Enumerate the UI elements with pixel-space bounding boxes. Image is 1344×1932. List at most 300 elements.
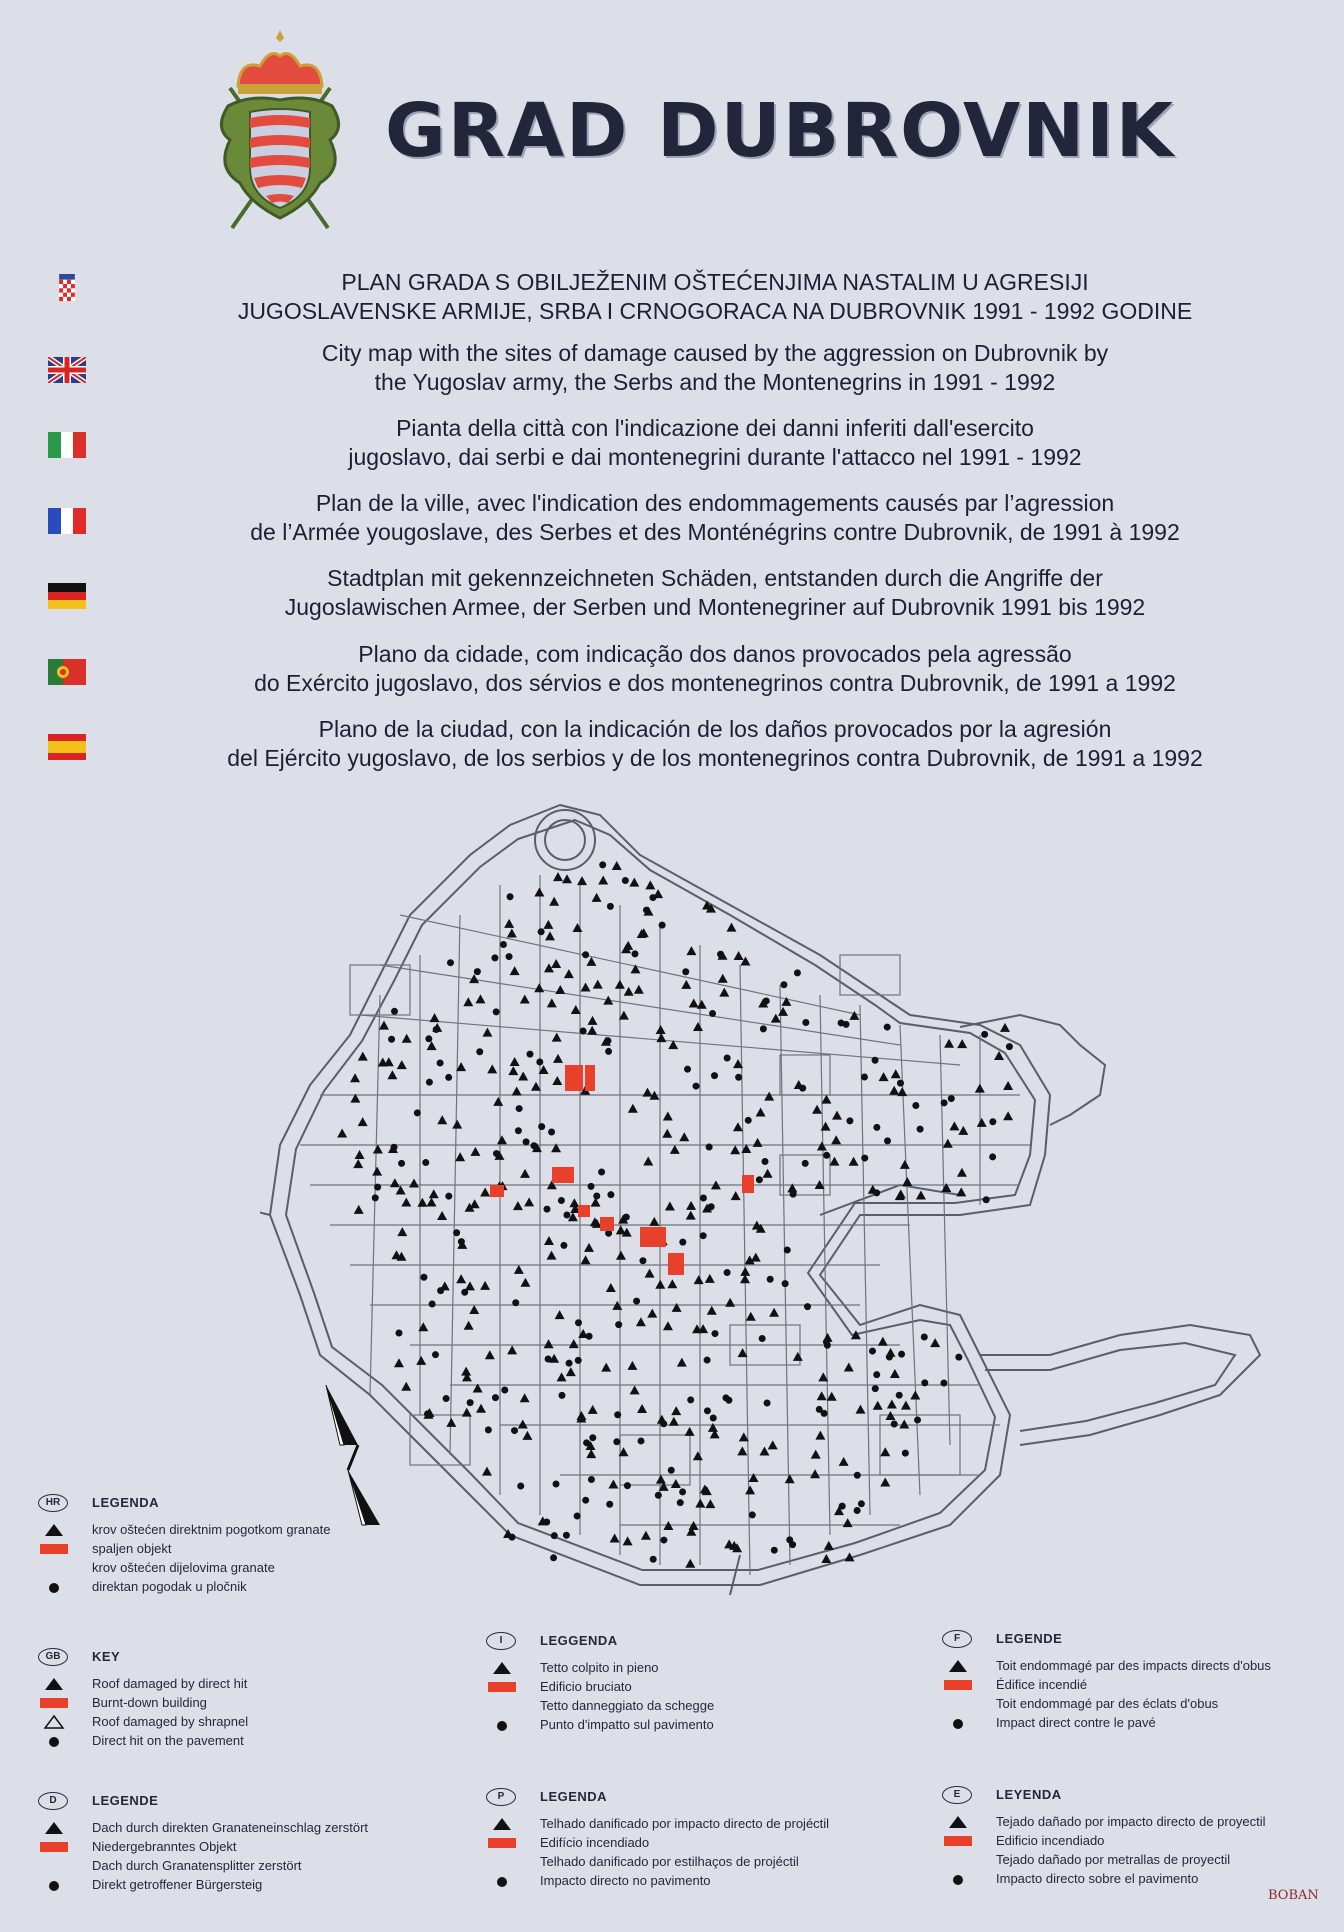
pavement-hit-dot — [782, 1280, 789, 1287]
pavement-hit-dot — [458, 1238, 465, 1245]
badge-d: D — [38, 1792, 68, 1810]
filled-triangle-icon — [40, 1821, 68, 1835]
pavement-hit-dot — [921, 1379, 928, 1386]
roof-hit-triangle — [957, 1039, 967, 1048]
flag-croatia-icon — [48, 274, 86, 304]
pavement-hit-dot — [553, 1481, 560, 1488]
pavement-hit-dot — [589, 1434, 596, 1441]
roof-hit-triangle — [821, 1554, 831, 1563]
page-title: GRAD DUBROVNIK — [385, 88, 1176, 174]
roof-hit-triangle — [534, 887, 544, 896]
burnt-building — [565, 1065, 583, 1091]
roof-hit-triangle — [512, 1086, 522, 1095]
legend-label: krov oštećen dijelovima granate — [92, 1560, 275, 1575]
roof-hit-triangle — [462, 1408, 472, 1417]
legend-label: Tetto danneggiato da schegge — [540, 1698, 715, 1713]
pavement-hit-dot — [550, 1554, 557, 1561]
roof-hit-triangle — [756, 1108, 766, 1117]
roof-hit-triangle — [718, 974, 728, 983]
pavement-hit-dot — [804, 1303, 811, 1310]
pavement-hit-dot — [476, 1048, 483, 1055]
roof-hit-triangle — [873, 1401, 883, 1410]
pavement-hit-dot — [948, 1095, 955, 1102]
roof-hit-triangle — [379, 1021, 389, 1030]
roof-hit-triangle — [480, 1187, 490, 1196]
roof-hit-triangle — [685, 1427, 695, 1436]
roof-hit-triangle — [480, 1281, 490, 1290]
roof-hit-triangle — [656, 1033, 666, 1042]
roof-hit-triangle — [817, 1391, 827, 1400]
pavement-hit-dot — [633, 1298, 640, 1305]
legend-title: LEYENDA — [996, 1787, 1062, 1802]
legend-label: Dach durch direkten Granateneinschlag zerstört — [92, 1820, 369, 1835]
flag-uk-icon — [48, 357, 86, 383]
roof-hit-triangle — [628, 1104, 638, 1113]
roof-hit-triangle — [731, 1191, 741, 1200]
roof-hit-triangle — [705, 1499, 715, 1508]
roof-hit-triangle — [891, 1069, 901, 1078]
roof-hit-triangle — [889, 1086, 899, 1095]
legend-label: Tetto colpito in pieno — [540, 1660, 659, 1675]
pavement-hit-dot — [639, 1257, 646, 1264]
pavement-hit-dot — [912, 1102, 919, 1109]
pavement-hit-dot — [398, 1160, 405, 1167]
roof-hit-triangle — [930, 1338, 940, 1347]
pavement-hit-dot — [429, 1301, 436, 1308]
pavement-hit-dot — [784, 1247, 791, 1254]
roof-hit-triangle — [518, 1420, 528, 1429]
filled-dot-icon — [944, 1872, 972, 1886]
roof-hit-triangle — [880, 1477, 890, 1486]
roof-hit-triangle — [518, 1071, 528, 1080]
pavement-hit-dot — [507, 893, 514, 900]
roof-hit-triangle — [694, 1275, 704, 1284]
pavement-hit-dot — [515, 1127, 522, 1134]
pavement-hit-dot — [445, 1193, 452, 1200]
pavement-hit-dot — [453, 1229, 460, 1236]
roof-hit-triangle — [667, 1279, 677, 1288]
legend-label: Roof damaged by direct hit — [92, 1676, 248, 1691]
pavement-hit-dot — [682, 968, 689, 975]
roof-hit-triangle — [430, 1013, 440, 1022]
pavement-hit-dot — [886, 1354, 893, 1361]
dubrovnik-coat-of-arms-icon — [210, 28, 350, 238]
roof-hit-triangle — [586, 957, 596, 966]
pavement-hit-dot — [823, 1152, 830, 1159]
roof-hit-triangle — [562, 874, 572, 883]
roof-hit-triangle — [943, 1139, 953, 1148]
roof-hit-triangle — [817, 1141, 827, 1150]
roof-hit-triangle — [630, 1385, 640, 1394]
roof-hit-triangle — [827, 1392, 837, 1401]
pavement-hit-dot — [872, 1057, 879, 1064]
roof-hit-triangle — [426, 1197, 436, 1206]
outline-triangle-icon — [40, 1715, 68, 1729]
pavement-hit-dot — [838, 1019, 845, 1026]
roof-hit-triangle — [708, 1423, 718, 1432]
pavement-hit-dot — [839, 1503, 846, 1510]
roof-hit-triangle — [793, 1352, 803, 1361]
roof-hit-triangle — [672, 1303, 682, 1312]
pavement-hit-dot — [764, 1400, 771, 1407]
roof-hit-triangle — [849, 1157, 859, 1166]
caption-line: Jugoslawischen Armee, der Serben und Montenegriner auf Dubrovnik 1991 bis 1992 — [284, 594, 1146, 620]
pavement-hit-dot — [884, 1137, 891, 1144]
caption-line: the Yugoslav army, the Serbs and the Montenegrins in 1991 - 1992 — [374, 369, 1056, 395]
roof-hit-triangle — [662, 1129, 672, 1138]
pavement-hit-dot — [588, 1476, 595, 1483]
roof-hit-triangle — [355, 1150, 365, 1159]
roof-hit-triangle — [697, 1000, 707, 1009]
roof-hit-triangle — [880, 1447, 890, 1456]
roof-hit-triangle — [493, 1097, 503, 1106]
pavement-hit-dot — [869, 1348, 876, 1355]
roof-hit-triangle — [610, 1534, 620, 1543]
roof-hit-triangle — [549, 897, 559, 906]
pavement-hit-dot — [623, 1214, 630, 1221]
roof-hit-triangle — [768, 1440, 778, 1449]
pavement-hit-dot — [989, 1153, 996, 1160]
pavement-hit-dot — [794, 969, 801, 976]
roof-hit-triangle — [372, 1167, 382, 1176]
roof-hit-triangle — [588, 1016, 598, 1025]
roof-hit-triangle — [437, 1211, 447, 1220]
roof-hit-triangle — [465, 1281, 475, 1290]
pavement-hit-dot — [605, 1048, 612, 1055]
legend-label: Burnt-down building — [92, 1695, 207, 1710]
roof-hit-triangle — [902, 1177, 912, 1186]
pavement-hit-dot — [420, 1274, 427, 1281]
roof-hit-triangle — [832, 1111, 842, 1120]
pavement-hit-dot — [631, 950, 638, 957]
red-rectangle-icon — [40, 1542, 68, 1556]
burnt-building — [668, 1253, 684, 1275]
pavement-hit-dot — [538, 1123, 545, 1130]
roof-hit-triangle — [581, 983, 591, 992]
roof-hit-triangle — [693, 1451, 703, 1460]
north-arrow-icon — [318, 1385, 388, 1535]
pavement-hit-dot — [700, 1232, 707, 1239]
pavement-hit-dot — [677, 1499, 684, 1506]
pavement-hit-dot — [941, 1099, 948, 1106]
filled-dot-icon — [40, 1734, 68, 1748]
roof-hit-triangle — [956, 1187, 966, 1196]
roof-hit-triangle — [566, 1367, 576, 1376]
roof-hit-triangle — [719, 988, 729, 997]
pavement-hit-dot — [722, 1394, 729, 1401]
pavement-hit-dot — [536, 1058, 543, 1065]
pavement-hit-dot — [802, 1019, 809, 1026]
caption-line: Plano de la ciudad, con la indicación de los daños provocados por la agresión — [318, 716, 1112, 742]
legend-title: KEY — [92, 1649, 121, 1664]
roof-hit-triangle — [572, 923, 582, 932]
red-rectangle-icon — [488, 1836, 516, 1850]
legend-label: Toit endommagé par des impacts directs d'obus — [996, 1658, 1271, 1673]
badge-hr: HR — [38, 1494, 68, 1512]
pavement-hit-dot — [414, 1109, 421, 1116]
pavement-hit-dot — [724, 1269, 731, 1276]
roof-hit-triangle — [427, 1041, 437, 1050]
pavement-hit-dot — [884, 1024, 891, 1031]
pavement-hit-dot — [545, 1355, 552, 1362]
pavement-hit-dot — [846, 1117, 853, 1124]
roof-hit-triangle — [890, 1369, 900, 1378]
roof-hit-triangle — [514, 1265, 524, 1274]
caption-line: PLAN GRADA S OBILJEŽENIM OŠTEĆENJIMA NASTALIM U AGRESIJI — [341, 269, 1089, 295]
red-rectangle-icon — [944, 1834, 972, 1848]
roof-hit-triangle — [616, 1251, 626, 1260]
legend-label: Impact direct contre le pavé — [996, 1715, 1156, 1730]
legend-label: Roof damaged by shrapnel — [92, 1714, 249, 1729]
roof-hit-triangle — [726, 923, 736, 932]
roof-hit-triangle — [977, 1118, 987, 1127]
pavement-hit-dot — [704, 1407, 711, 1414]
pavement-hit-dot — [560, 1242, 567, 1249]
pavement-hit-dot — [921, 1334, 928, 1341]
roof-hit-triangle — [663, 1112, 673, 1121]
legend-label: krov oštećen direktnim pogotkom granate — [92, 1522, 331, 1537]
pavement-hit-dot — [858, 1500, 865, 1507]
pavement-hit-dot — [854, 1507, 861, 1514]
pavement-hit-dot — [896, 1392, 903, 1399]
legend-label: Impacto directo sobre el pavimento — [996, 1871, 1199, 1886]
roof-hit-triangle — [350, 1073, 360, 1082]
roof-hit-triangle — [402, 1034, 412, 1043]
pavement-hit-dot — [607, 903, 614, 910]
legend-title: LEGENDA — [92, 1495, 160, 1510]
pavement-hit-dot — [512, 1299, 519, 1306]
roof-hit-triangle — [551, 959, 561, 968]
roof-hit-triangle — [823, 1333, 833, 1342]
roof-hit-triangle — [957, 1168, 967, 1177]
legend-title: LEGENDE — [92, 1793, 159, 1808]
red-rectangle-icon — [944, 1678, 972, 1692]
roof-hit-triangle — [831, 1135, 841, 1144]
pavement-hit-dot — [551, 1532, 558, 1539]
caption-line: do Exército jugoslavo, dos sérvios e dos montenegrinos contra Dubrovnik, de 1991 a 1992 — [254, 670, 1176, 696]
legend-label: spaljen objekt — [92, 1541, 172, 1556]
roof-hit-triangle — [337, 1129, 347, 1138]
city-damage-map — [260, 795, 1270, 1595]
pavement-hit-dot — [760, 1025, 767, 1032]
pavement-hit-dot — [771, 1547, 778, 1554]
roof-hit-triangle — [1003, 1111, 1013, 1120]
roof-hit-triangle — [485, 1350, 495, 1359]
pavement-hit-dot — [615, 1321, 622, 1328]
pavement-hit-dot — [558, 1392, 565, 1399]
pavement-hit-dot — [763, 997, 770, 1004]
roof-hit-triangle — [815, 1431, 825, 1440]
caption-line: Stadtplan mit gekennzeichneten Schäden, entstanden durch die Angriffe der — [327, 565, 1103, 591]
pavement-hit-dot — [388, 1036, 395, 1043]
flag-germany-icon — [48, 583, 86, 609]
legend-label: Telhado danificado por impacto directo de projéctil — [540, 1816, 830, 1831]
roof-hit-triangle — [353, 1159, 363, 1168]
pavement-hit-dot — [599, 861, 606, 868]
roof-hit-triangle — [437, 1115, 447, 1124]
pavement-hit-dot — [981, 1031, 988, 1038]
roof-hit-triangle — [811, 1450, 821, 1459]
roof-hit-triangle — [649, 1217, 659, 1226]
filled-triangle-icon — [488, 1817, 516, 1831]
roof-hit-triangle — [606, 1283, 616, 1292]
roof-hit-triangle — [812, 1105, 822, 1114]
pavement-hit-dot — [575, 1319, 582, 1326]
roof-hit-triangle — [629, 878, 639, 887]
roof-hit-triangle — [616, 1225, 626, 1234]
caption-line: City map with the sites of damage caused by the aggression on Dubrovnik by — [321, 340, 1109, 366]
roof-hit-triangle — [354, 1205, 364, 1214]
filled-dot-icon — [944, 1716, 972, 1730]
caption-line: Plan de la ville, avec l'indication des endommagements causés par l’agression — [315, 490, 1115, 516]
roof-hit-triangle — [358, 1052, 368, 1061]
pavement-hit-dot — [563, 1532, 570, 1539]
pavement-hit-dot — [563, 1212, 570, 1219]
pavement-hit-dot — [447, 959, 454, 966]
roof-hit-triangle — [598, 875, 608, 884]
roof-hit-triangle — [751, 1253, 761, 1262]
roof-hit-triangle — [769, 1308, 779, 1317]
roof-hit-triangle — [899, 1420, 909, 1429]
pavement-hit-dot — [917, 1126, 924, 1133]
roof-hit-triangle — [643, 1088, 653, 1097]
pavement-hit-dot — [422, 1159, 429, 1166]
legend-label: direktan pogodak u pločnik — [92, 1579, 247, 1594]
pavement-hit-dot — [607, 1191, 614, 1198]
pavement-hit-dot — [443, 1395, 450, 1402]
roof-hit-triangle — [456, 1274, 466, 1283]
roof-hit-triangle — [764, 1092, 774, 1101]
caption-line: JUGOSLAVENSKE ARMIJE, SRBA I CRNOGORACA NA DUBROVNIK 1991 - 1992 GODINE — [237, 298, 1193, 324]
roof-hit-triangle — [681, 980, 691, 989]
roof-hit-triangle — [543, 920, 553, 929]
pavement-hit-dot — [710, 1414, 717, 1421]
roof-hit-triangle — [916, 1190, 926, 1199]
pavement-hit-dot — [762, 1158, 769, 1165]
pavement-hit-dot — [873, 1371, 880, 1378]
pavement-hit-dot — [598, 1169, 605, 1176]
roof-hit-triangle — [705, 1274, 715, 1283]
roof-hit-triangle — [941, 1183, 951, 1192]
roof-hit-triangle — [689, 998, 699, 1007]
pavement-hit-dot — [709, 1010, 716, 1017]
roof-hit-triangle — [944, 1039, 954, 1048]
legend-label: Dach durch Granatensplitter zerstört — [92, 1858, 302, 1873]
roof-hit-triangle — [475, 994, 485, 1003]
pavement-hit-dot — [897, 1080, 904, 1087]
roof-hit-triangle — [384, 1057, 394, 1066]
roof-hit-triangle — [839, 1457, 849, 1466]
roof-hit-triangle — [544, 1339, 554, 1348]
caption-line: Plano da cidade, com indicação dos danos provocados pela agressão — [358, 641, 1072, 667]
pavement-hit-dot — [624, 1482, 631, 1489]
pavement-hit-dot — [711, 1072, 718, 1079]
roof-hit-triangle — [671, 1406, 681, 1415]
pavement-hit-dot — [523, 1138, 530, 1145]
roof-hit-triangle — [627, 1361, 637, 1370]
pavement-hit-dot — [500, 941, 507, 948]
pavement-hit-dot — [511, 1427, 518, 1434]
pavement-hit-dot — [575, 1357, 582, 1364]
street-grid — [300, 875, 1030, 1575]
roof-hit-triangle — [753, 1138, 763, 1147]
roof-hit-triangle — [497, 1135, 507, 1144]
pavement-hit-dot — [735, 1074, 742, 1081]
roof-hit-triangle — [577, 876, 587, 885]
pavement-hit-dot — [700, 1195, 707, 1202]
roof-hit-triangle — [829, 1157, 839, 1166]
pavement-hit-dot — [693, 1083, 700, 1090]
burnt-building — [490, 1185, 504, 1197]
roof-hit-triangle — [520, 1169, 530, 1178]
roof-hit-triangle — [655, 1280, 665, 1289]
roof-hit-triangle — [645, 880, 655, 889]
legend-label: Édifice incendié — [996, 1677, 1088, 1692]
pavement-hit-dot — [558, 1197, 565, 1204]
roof-hit-triangle — [482, 1467, 492, 1476]
roof-hit-triangle — [520, 1393, 530, 1402]
roof-hit-triangle — [686, 1211, 696, 1220]
roof-hit-triangle — [624, 987, 634, 996]
pavement-hit-dot — [517, 1483, 524, 1490]
legend-title: LEGENDA — [540, 1789, 608, 1804]
roof-hit-triangle — [534, 983, 544, 992]
roof-hit-triangle — [608, 1479, 618, 1488]
roof-hit-triangle — [810, 1469, 820, 1478]
pavement-hit-dot — [613, 1438, 620, 1445]
roof-hit-triangle — [553, 872, 563, 881]
roof-hit-triangle — [910, 1390, 920, 1399]
pavement-hit-dot — [660, 1420, 667, 1427]
roof-hit-triangle — [552, 1033, 562, 1042]
roof-hit-triangle — [958, 1126, 968, 1135]
roof-hit-triangle — [507, 929, 517, 938]
pavement-hit-dot — [622, 877, 629, 884]
roof-hit-triangle — [508, 1066, 518, 1075]
city-walls — [260, 805, 1260, 1595]
roof-hit-triangle — [455, 1152, 465, 1161]
pavement-hit-dot — [492, 1394, 499, 1401]
roof-hit-triangle — [564, 969, 574, 978]
roof-hit-triangle — [487, 1064, 497, 1073]
legend-label: Edifício incendiado — [540, 1835, 650, 1850]
roof-hit-triangle — [647, 1309, 657, 1318]
roof-hit-triangle — [695, 1499, 705, 1508]
roof-hit-triangle — [745, 1485, 755, 1494]
flag-spain-icon — [48, 734, 86, 760]
roof-hit-triangle — [733, 1122, 743, 1131]
caption-line: del Ejército yugoslavo, de los serbios y de los montenegrinos contra Dubrovnik, de 1991 a 1992 — [227, 745, 1203, 771]
roof-hit-triangle — [513, 1201, 523, 1210]
roof-hit-triangle — [878, 1337, 888, 1346]
roof-hit-triangle — [394, 1358, 404, 1367]
flag-italy-icon — [48, 432, 86, 458]
pavement-hit-dot — [873, 1189, 880, 1196]
roof-hit-triangle — [623, 1536, 633, 1545]
roof-hit-triangle — [821, 1095, 831, 1104]
legend-label: Niedergebranntes Objekt — [92, 1839, 237, 1854]
legend-label: Tejado dañado por metrallas de proyectil — [996, 1852, 1231, 1867]
pavement-hit-dot — [501, 1386, 508, 1393]
pavement-hit-dot — [1006, 1043, 1013, 1050]
roof-hit-triangle — [671, 1479, 681, 1488]
legend-title: LEGENDE — [996, 1631, 1063, 1646]
pavement-hit-dot — [898, 1351, 905, 1358]
pavement-hit-dot — [526, 1051, 533, 1058]
caption-line: Pianta della città con l'indicazione dei danni inferiti dall'esercito — [396, 415, 1034, 441]
burnt-building — [585, 1065, 595, 1091]
roof-hit-triangle — [707, 1306, 717, 1315]
